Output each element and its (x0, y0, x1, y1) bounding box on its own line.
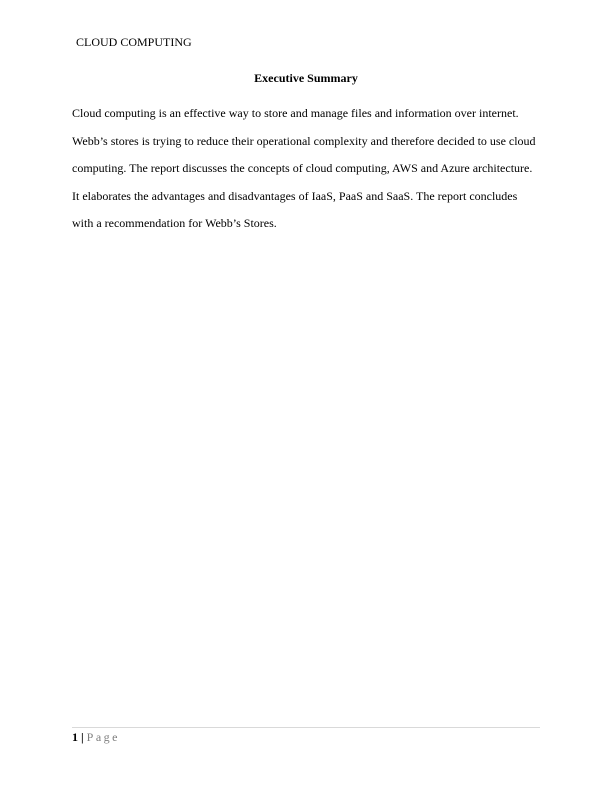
paragraph-line: Cloud computing is an effective way to store and manage files and information over internet. (72, 106, 519, 120)
footer-divider (72, 727, 540, 728)
running-head: CLOUD COMPUTING (76, 35, 192, 49)
paragraph-line: computing. The report discusses the concepts of cloud computing, AWS and Azure architecture. (72, 161, 533, 176)
summary-paragraph (72, 106, 542, 244)
paragraph-line: Webb’s stores is trying to reduce their operational complexity and therefore decided to use cloud (72, 133, 536, 148)
page-number: 1 (72, 730, 78, 744)
page-label: Page (86, 730, 120, 744)
paragraph-line: It elaborates the advantages and disadvantages of IaaS, PaaS and SaaS. The report concludes (72, 188, 518, 203)
footer-separator: | (78, 730, 87, 744)
section-title: Executive Summary (254, 71, 358, 85)
paragraph-line: with a recommendation for Webb’s Stores. (72, 216, 277, 231)
page-footer (72, 730, 120, 744)
